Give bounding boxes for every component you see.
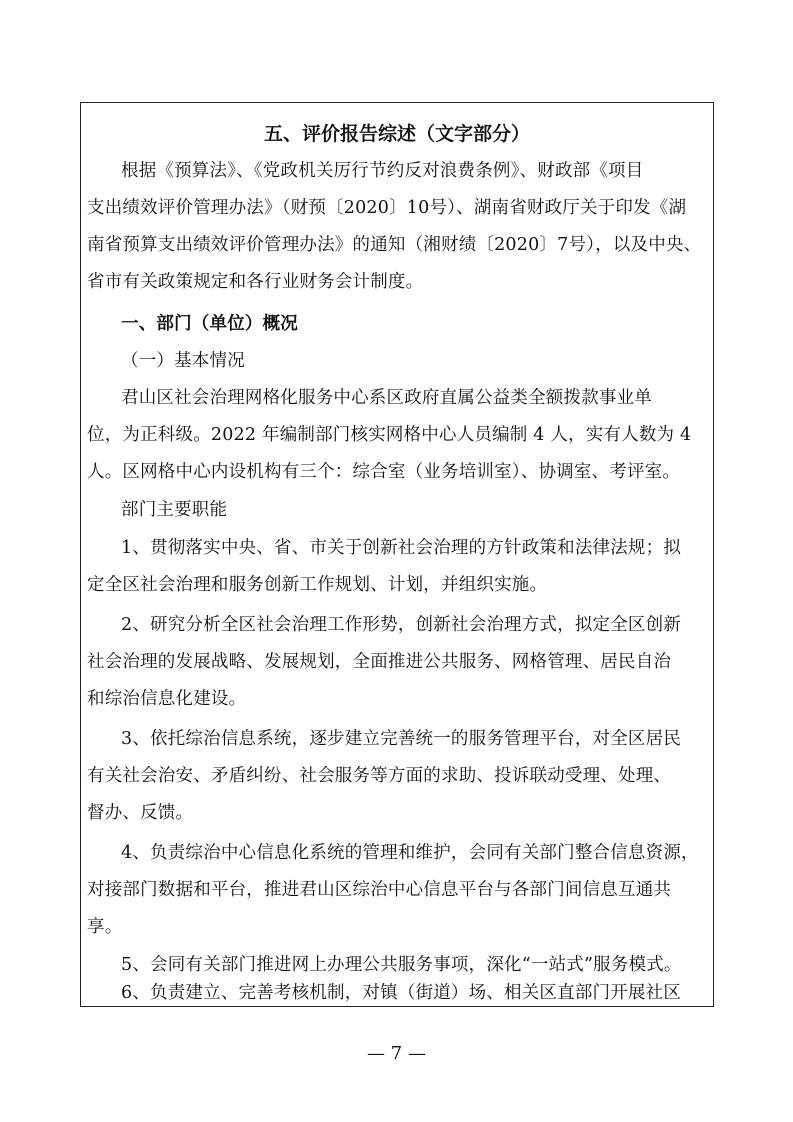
paragraph-line: 5、会同有关部门推进网上办理公共服务事项，深化“一站式”服务模式。 bbox=[121, 955, 682, 975]
paragraph-line: 支出绩效评价管理办法》（财预〔2020〕10号）、湖南省财政厅关于印发《湖 bbox=[87, 198, 687, 218]
paragraph-line: 有关社会治安、矛盾纠纷、社会服务等方面的求助、投诉联动受理、处理、 bbox=[87, 766, 672, 786]
paragraph-line: 社会治理的发展战略、发展规划，全面推进公共服务、网格管理、居民自治 bbox=[87, 652, 672, 672]
report-frame bbox=[80, 102, 714, 1007]
paragraph-line: 对接部门数据和平台，推进君山区综治中心信息平台与各部门间信息互通共 bbox=[87, 880, 672, 900]
paragraph-line: 君山区社会治理网格化服务中心系区政府直属公益类全额拨款事业单 bbox=[121, 388, 652, 408]
paragraph-line: 4、负责综治中心信息化系统的管理和维护，会同有关部门整合信息资源， bbox=[121, 843, 699, 863]
paragraph-line: 3、依托综治信息系统，逐步建立完善统一的服务管理平台，对全区居民 bbox=[121, 729, 682, 749]
section-title: 五、评价报告综述（文字部分） bbox=[263, 123, 530, 145]
sub-heading: 部门主要职能 bbox=[121, 500, 228, 520]
paragraph-line: 督办、反馈。 bbox=[87, 803, 194, 823]
paragraph-line: 根据《预算法》、《党政机关厉行节约反对浪费条例》、财政部《项目 bbox=[121, 161, 644, 181]
part-heading: 一、部门（单位）概况 bbox=[121, 314, 298, 334]
paragraph-line: 2、研究分析全区社会治理工作形势，创新社会治理方式，拟定全区创新 bbox=[121, 615, 682, 635]
paragraph-line: 享。 bbox=[87, 917, 123, 937]
paragraph-line: 定全区社会治理和服务创新工作规划、计划，并组织实施。 bbox=[87, 575, 548, 595]
paragraph-line: 省市有关政策规定和各行业财务会计制度。 bbox=[87, 272, 424, 292]
paragraph-line: 人。区网格中心内设机构有三个：综合室（业务培训室）、协调室、考评室。 bbox=[87, 462, 681, 482]
page-number: — 7 — bbox=[367, 1043, 426, 1064]
sub-heading: （一）基本情况 bbox=[121, 351, 245, 371]
paragraph-line: 和综治信息化建设。 bbox=[87, 689, 247, 709]
paragraph-line: 南省预算支出绩效评价管理办法》的通知（湘财绩〔2020〕7号），以及中央、 bbox=[87, 235, 702, 255]
paragraph-line: 6、负责建立、完善考核机制，对镇（街道）场、相关区直部门开展社区 bbox=[121, 983, 682, 1003]
paragraph-line: 位，为正科级。2022 年编制部门核实网格中心人员编制 4 人，实有人数为 4 bbox=[87, 425, 692, 445]
paragraph-line: 1、贯彻落实中央、省、市关于创新社会治理的方针政策和法律法规；拟 bbox=[121, 538, 682, 558]
